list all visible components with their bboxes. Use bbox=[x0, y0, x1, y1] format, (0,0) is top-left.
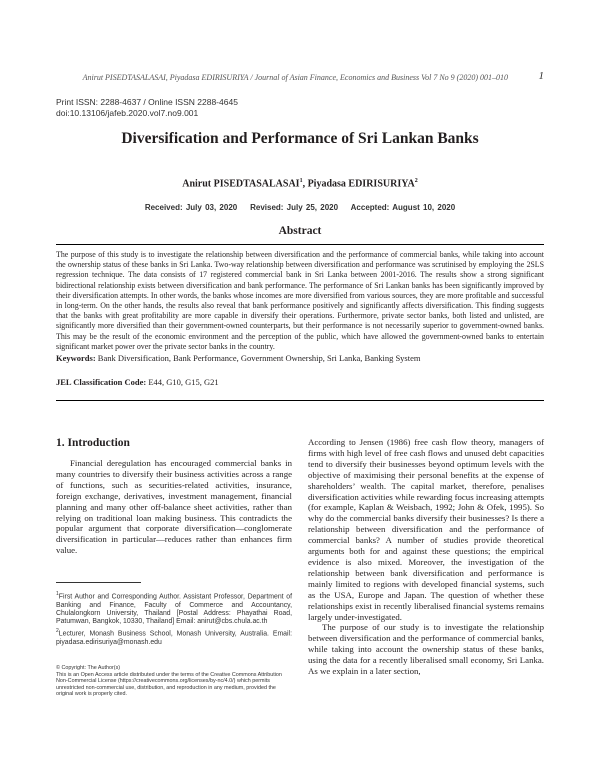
jel-line bbox=[56, 377, 544, 387]
revised-date: Revised: July 25, 2020 bbox=[250, 203, 339, 212]
intro-paragraph-1: Financial deregulation has encouraged commercial banks in many countries to diversify their business activities across a range of functions, such as securities-related activities, insurance, foreign exchange, derivatives, investment management, financial planning and many other off-balance sheet activities, rather than relying on traditional loan making business. This contradicts the popular argument that corporate diversification—conglomerate diversification in particular—reduces rather than enhances firm value. bbox=[56, 458, 292, 556]
left-column bbox=[56, 437, 292, 556]
article-dates bbox=[0, 203, 600, 212]
author-1-name: Anirut PISEDTASALASAI bbox=[182, 178, 300, 190]
issn-block bbox=[56, 97, 238, 119]
jel-label: JEL Classification Code: bbox=[56, 377, 147, 387]
author-2-name: Piyadasa EDIRISURIYA bbox=[307, 178, 415, 190]
footnote-2-text: Lecturer, Monash Business School, Monash University, Australia. Email: piyadasa.edirisuriya@monash.edu bbox=[56, 630, 292, 647]
jel-text: E44, G10, G15, G21 bbox=[146, 377, 219, 387]
author-2-affiliation-mark: 2 bbox=[414, 178, 418, 184]
copyright-block bbox=[56, 665, 292, 698]
abstract-text: The purpose of this study is to investigate the relationship between diversification and the performance of commercial banks, while taking into account the ownership status of these banks in Sri Lanka. Two-way relationship between diversification and performance was scrutinised by employing the 2SLS regression technique. The data consists of 17 registered commercial bank in Sri Lanka between 2001-2016. The results show a strong significant bidirectional relationship exists between diversification and bank performance. The performance of Sri Lankan banks has been significantly improved by their diversification attempts. In other words, the banks whose incomes are more diversified from various sources, they are more profitable and successful in long-term. On the other hands, the results also reveal that bank performance positively and significantly affects diversification. This finding suggests that the banks with great profitability are more capable in diversify their operations. Furthermore, private sector banks, both listed and unlisted, are significantly more diversified than their government-owned counterparts, but their performance is not necessarily superior to government-owned banks. This may be the result of the economic environment and the perception of the public, which have allowed the government-owned banks to entertain significant market power over the private sector banks in the country. bbox=[56, 250, 544, 351]
footnote-rule bbox=[56, 582, 141, 583]
keywords-line bbox=[56, 353, 544, 363]
running-head: Anirut PISEDTASALASAI, Piyadasa EDIRISURIYA / Journal of Asian Finance, Economics and Business Vol 7 No 9 (2020) 001–010 bbox=[82, 73, 508, 82]
doi-line: doi:10.13106/jafeb.2020.vol7.no9.001 bbox=[56, 108, 199, 118]
page-number: 1 bbox=[538, 70, 544, 82]
abstract-heading: Abstract bbox=[278, 225, 322, 237]
keywords-text: Bank Diversification, Bank Performance, Government Ownership, Sri Lanka, Banking System bbox=[95, 353, 421, 363]
license-text: This is an Open Access article distributed under the terms of the Creative Commons Attribution Non-Commercial License (https://creativecommons.org/licenses/by-nc/4.0/) which permits unrestricted non-commercial use, distribution, and reproduction in any medium, provided the original work is properly cited. bbox=[56, 671, 282, 698]
footnotes bbox=[56, 590, 292, 648]
footnote-1-text: First Author and Corresponding Author. Assistant Professor, Department of Banking and Finance, Faculty of Commerce and Accountancy, Chulalongkorn University, Thailand [Postal Address: Phayathai Road, Patumwan, Bangkok, 10330, Thailand] Email: anirut@cbs.chula.ac.th bbox=[56, 593, 292, 626]
footnote-2-mark: 2 bbox=[56, 628, 59, 635]
jel-bottom-rule bbox=[56, 400, 544, 401]
paper-title: Diversification and Performance of Sri Lankan Banks bbox=[121, 130, 479, 147]
copyright-line: © Copyright: The Author(s) bbox=[56, 665, 121, 671]
right-column bbox=[308, 437, 544, 677]
abstract-top-rule bbox=[56, 244, 544, 245]
intro-paragraph-2: According to Jensen (1986) free cash flow theory, managers of firms with high level of free cash flows and unused debt capacities tend to diversify their businesses beyond optimum levels with the objective of maximising their personal benefits at the expense of shareholders’ wealth. The capital market, therefore, penalises diversification activities while rewarding focus increasing attempts (for example, Kaplan & Weisbach, 1992; John & Ofek, 1995). So why do the commercial banks diversify their businesses? Is there a relationship between diversification and the performance of commercial banks? A number of studies provide theoretical arguments both for and against these questions; the empirical evidence is also mixed. Moreover, the investigation of the relationship between bank diversification and performance is mainly limited to regions with developed financial systems, such as the USA, Europe and Japan. The question of whether these relationships exist in recently liberalised financial systems remains largely under-investigated. bbox=[308, 437, 544, 622]
footnote-2 bbox=[56, 627, 292, 647]
author-1-affiliation-mark: 1 bbox=[299, 178, 303, 184]
introduction-heading: 1. Introduction bbox=[56, 437, 130, 449]
keywords-label: Keywords: bbox=[56, 353, 96, 363]
author-separator: , bbox=[302, 178, 308, 190]
intro-paragraph-3: The purpose of our study is to investigate the relationship between diversification and the performance of commercial banks, while taking into account the ownership status of these banks, using the data for a recently liberalised small economy, Sri Lanka. As we explain in a later section, bbox=[308, 622, 544, 677]
footnote-1 bbox=[56, 590, 292, 626]
issn-line: Print ISSN: 2288-4637 / Online ISSN 2288-4645 bbox=[56, 97, 238, 107]
author-line bbox=[0, 178, 600, 189]
received-date: Received: July 03, 2020 bbox=[144, 203, 238, 212]
footnote-1-mark: 1 bbox=[56, 591, 59, 597]
accepted-date: Accepted: August 10, 2020 bbox=[350, 203, 456, 212]
